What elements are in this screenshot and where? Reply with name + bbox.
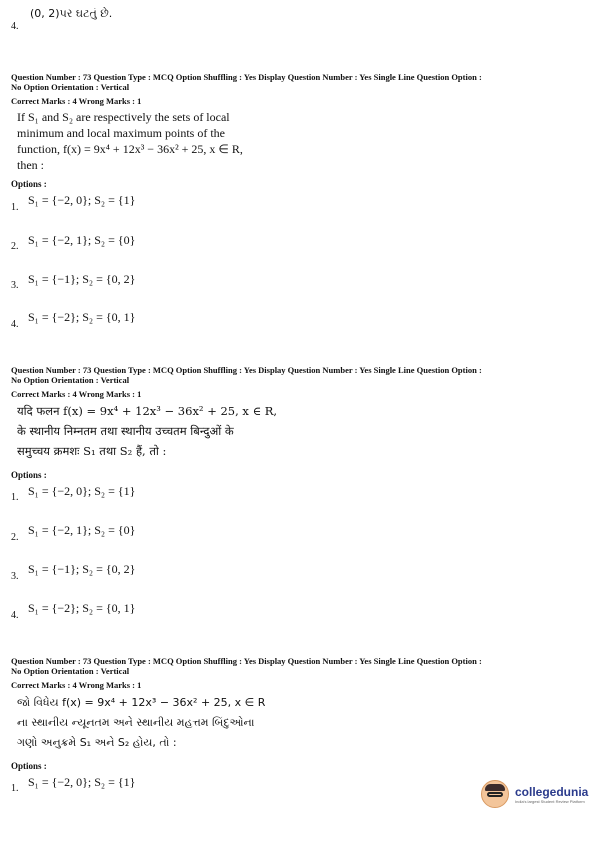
question-line: If S₁ and S₂ are respectively the sets of local bbox=[17, 110, 230, 124]
question-meta-line2: No Option Orientation : Vertical bbox=[11, 82, 130, 92]
logo-tagline: India's largest Student Review Platform bbox=[515, 798, 585, 804]
options-label: Options : bbox=[11, 470, 47, 480]
marks-info: Correct Marks : 4 Wrong Marks : 1 bbox=[11, 680, 142, 690]
option-4[interactable]: S₁ = {−2}; S₂ = {0, 1} bbox=[28, 310, 136, 324]
question-meta-line1: Question Number : 73 Question Type : MCQ Option Shuffling : Yes Display Question Number : Yes Single Line Question Option : bbox=[11, 365, 482, 375]
question-line: ના સ્થાનીય ન્યૂનતમ અને સ્થાનીય મહત્તમ બિંદુઓના bbox=[17, 716, 255, 729]
collegedunia-logo bbox=[481, 780, 588, 808]
option-1[interactable]: S₁ = {−2, 0}; S₂ = {1} bbox=[28, 193, 136, 207]
option-1[interactable]: S₁ = {−2, 0}; S₂ = {1} bbox=[28, 775, 136, 789]
option-number: 4. bbox=[11, 319, 19, 330]
option-number: 2. bbox=[11, 241, 19, 252]
option-2[interactable]: S₁ = {−2, 1}; S₂ = {0} bbox=[28, 233, 136, 247]
question-line: minimum and local maximum points of the bbox=[17, 126, 225, 140]
question-meta-line1: Question Number : 73 Question Type : MCQ Option Shuffling : Yes Display Question Number : Yes Single Line Question Option : bbox=[11, 72, 482, 82]
logo-name: collegedunia bbox=[515, 784, 589, 799]
option-number: 3. bbox=[11, 280, 19, 291]
question-line: समुच्चय क्रमशः S₁ तथा S₂ हैं, तो : bbox=[17, 444, 167, 458]
question-meta-line1: Question Number : 73 Question Type : MCQ Option Shuffling : Yes Display Question Number : Yes Single Line Question Option : bbox=[11, 656, 482, 666]
question-line: જો વિધેય f(x) = 9x⁴ + 12x³ − 36x² + 25, x ∈ R bbox=[17, 696, 266, 709]
option-number: 1. bbox=[11, 202, 19, 213]
option-number: 4. bbox=[11, 610, 19, 621]
options-label: Options : bbox=[11, 761, 47, 771]
option-3[interactable]: S₁ = {−1}; S₂ = {0, 2} bbox=[28, 562, 136, 576]
question-meta-line2: No Option Orientation : Vertical bbox=[11, 375, 130, 385]
option-number: 2. bbox=[11, 532, 19, 543]
question-line: function, f(x) = 9x⁴ + 12x³ − 36x² + 25, x ∈ R, bbox=[17, 142, 243, 156]
option-number: 4. bbox=[11, 21, 19, 32]
option-4[interactable]: S₁ = {−2}; S₂ = {0, 1} bbox=[28, 601, 136, 615]
question-line: यदि फलन f(x) = 9x⁴ + 12x³ − 36x² + 25, x ∈ R, bbox=[17, 404, 278, 418]
option-2[interactable]: S₁ = {−2, 1}; S₂ = {0} bbox=[28, 523, 136, 537]
option-text: (0, 2)પર ઘટતું છે. bbox=[30, 7, 113, 20]
question-line: then : bbox=[17, 158, 44, 172]
question-line: के स्थानीय निम्नतम तथा स्थानीय उच्चतम बिन्दुओं के bbox=[17, 424, 234, 438]
options-label: Options : bbox=[11, 179, 47, 189]
question-line: ગણો અનુક્રમે S₁ અને S₂ હોય, તો : bbox=[17, 736, 177, 749]
option-3[interactable]: S₁ = {−1}; S₂ = {0, 2} bbox=[28, 272, 136, 286]
option-number: 1. bbox=[11, 783, 19, 794]
student-avatar-icon bbox=[481, 780, 509, 808]
marks-info: Correct Marks : 4 Wrong Marks : 1 bbox=[11, 389, 142, 399]
option-1[interactable]: S₁ = {−2, 0}; S₂ = {1} bbox=[28, 484, 136, 498]
option-number: 3. bbox=[11, 571, 19, 582]
option-number: 1. bbox=[11, 492, 19, 503]
question-meta-line2: No Option Orientation : Vertical bbox=[11, 666, 130, 676]
marks-info: Correct Marks : 4 Wrong Marks : 1 bbox=[11, 96, 142, 106]
